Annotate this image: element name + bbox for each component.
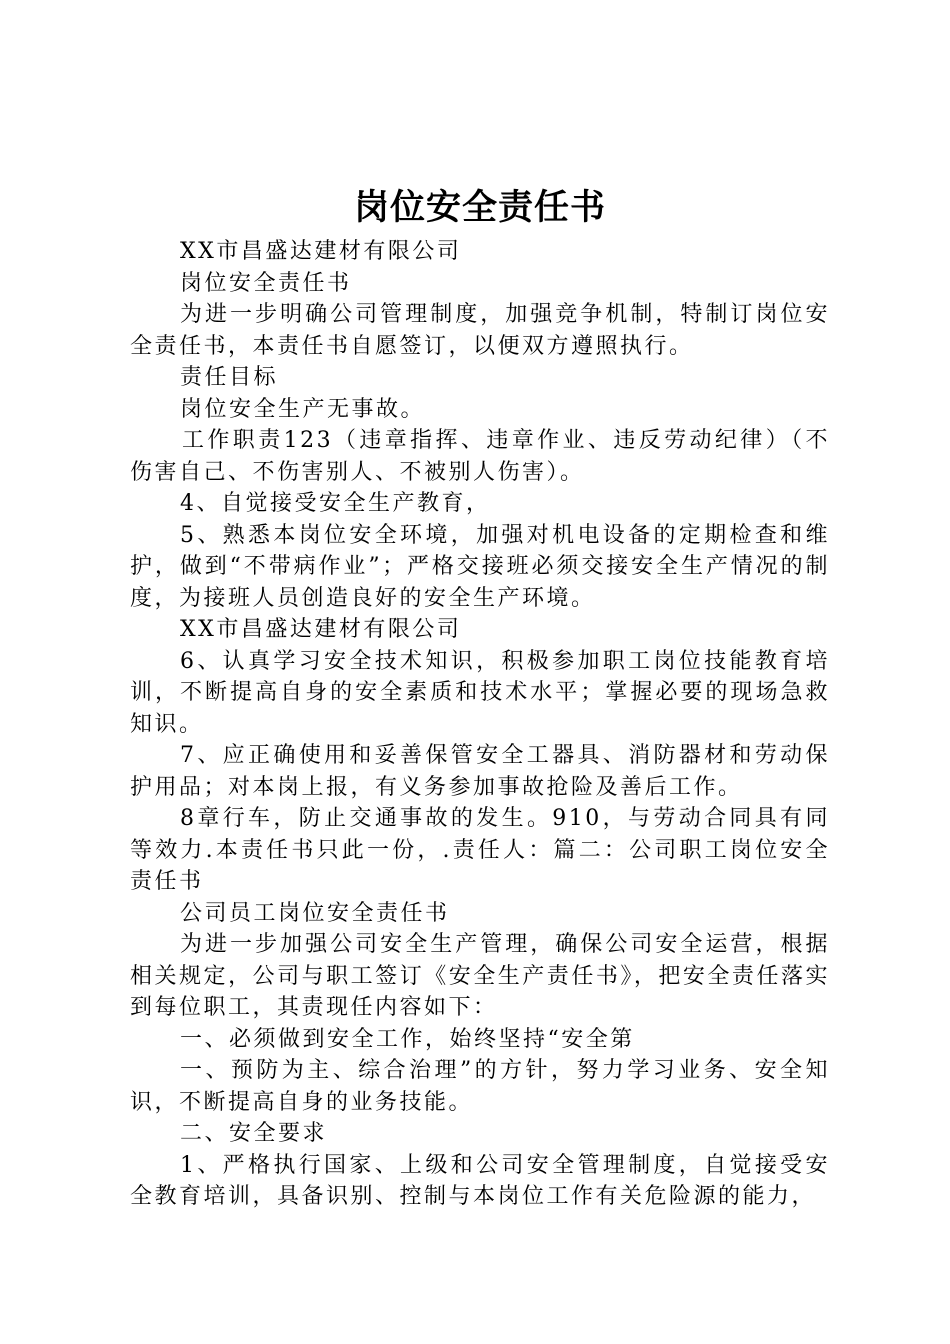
paragraph-goal: 岗位安全生产无事故。 [180,396,426,422]
paragraph-intro: 为进一步明确公司管理制度，加强竞争机制，特制订岗位安全责任书，本责任书自愿签订，以便双方遵照执行。 [130,302,830,359]
paragraph-item-8: 8章行车，防止交通事故的发生。910，与劳动合同具有同等效力.本责任书只此一份，.责任人：篇二：公司职工岗位安全责任书 [130,806,830,894]
paragraph-company-name: XX市昌盛达建材有限公司 [180,239,462,264]
paragraph-section-2: 二、安全要求 [180,1121,328,1146]
paragraph-subtitle: 岗位安全责任书 [180,270,352,296]
paragraph-company-name-2: XX市昌盛达建材有限公司 [180,617,462,642]
paragraph-duties: 工作职责123（违章指挥、违章作业、违反劳动纪律）（不伤害自己、不伤害别人、不被别人伤害）。 [130,428,830,485]
paragraph-goal-heading: 责任目标 [180,365,279,390]
paragraph-item-5: 5、熟悉本岗位安全环境，加强对机电设备的定期检查和维护，做到“不带病作业”；严格交接班必须交接安全生产情况的制度，为接班人员创造良好的安全生产环境。 [130,522,830,611]
paragraph-item-7: 7、应正确使用和妥善保管安全工器具、消防器材和劳动保护用品；对本岗上报，有义务参加事故抢险及善后工作。 [130,743,830,800]
paragraph-requirement-1: 1、严格执行国家、上级和公司安全管理制度，自觉接受安全教育培训，具备识别、控制与本岗位工作有关危险源的能力， [130,1152,830,1209]
document-title: 岗位安全责任书 [353,188,606,228]
paragraph-section-1-cont: 一、预防为主、综合治理”的方针，努力学习业务、安全知识，不断提高自身的业务技能。 [130,1058,830,1115]
paragraph-subtitle-2: 公司员工岗位安全责任书 [180,900,450,926]
paragraph-section-1: 一、必须做到安全工作，始终坚持“安全第 [180,1026,635,1052]
document-body [130,236,830,1213]
paragraph-item-4: 4、自觉接受安全生产教育， [180,491,491,516]
paragraph-intro-2: 为进一步加强公司安全生产管理，确保公司安全运营，根据相关规定，公司与职工签订《安全生产责任书》，把安全责任落实到每位职工，其责现任内容如下： [130,932,830,1020]
paragraph-item-6: 6、认真学习安全技术知识，积极参加职工岗位技能教育培训，不断提高自身的安全素质和技术水平；掌握必要的现场急救知识。 [130,648,830,737]
